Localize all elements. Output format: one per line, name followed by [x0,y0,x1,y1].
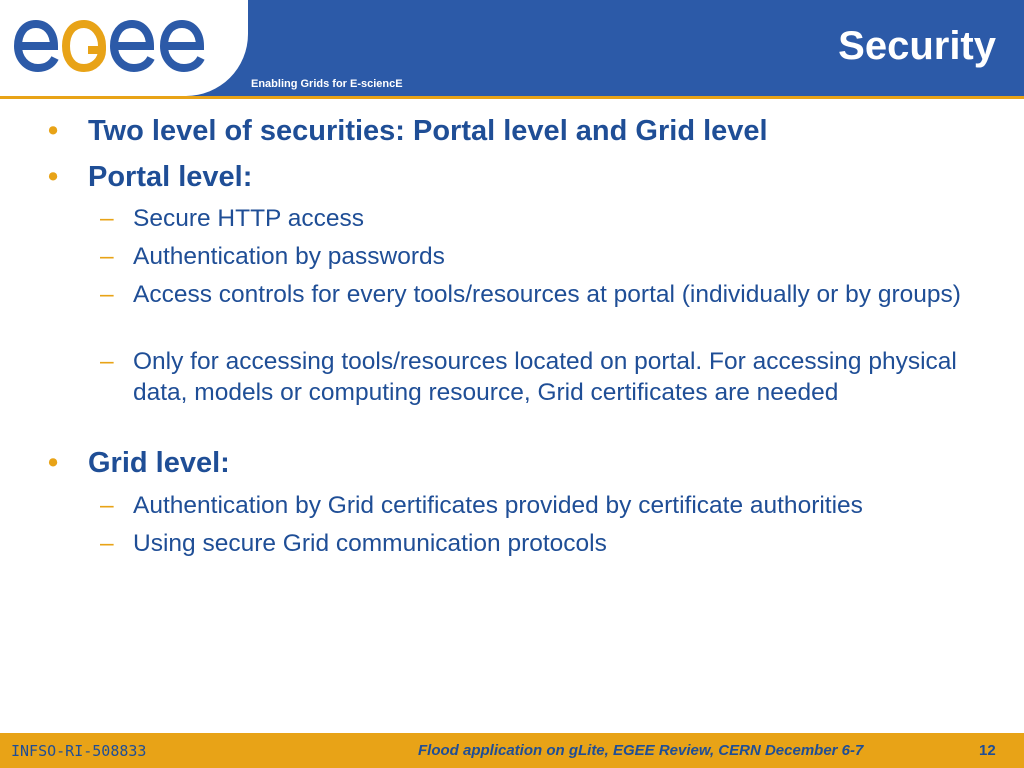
sub-bullet-text: Access controls for every tools/resources at portal (individually or by groups) [133,281,961,308]
logo-panel [0,0,248,96]
sub-bullet-item [100,490,995,521]
bullet-text: Grid level: [88,447,230,479]
sub-bullet-marker: – [100,243,114,270]
slide-footer [0,733,1024,768]
sub-bullet-item [100,346,995,408]
egee-logo [10,10,236,80]
sub-bullet-marker: – [100,530,114,557]
sub-bullet-marker: – [100,348,114,375]
bullet-text: Two level of securities: Portal level and Grid level [88,115,768,147]
sub-bullet-text: Authentication by passwords [133,243,445,270]
page-number: 12 [979,742,996,759]
bullet-marker: • [48,161,59,193]
sub-bullet-item [100,203,995,234]
sub-bullet-marker: – [100,281,114,308]
slide-title: Security [838,24,996,68]
sub-bullet-text: Secure HTTP access [133,205,365,232]
project-id: INFSO-RI-508833 [11,742,147,760]
sub-bullet-text: Only for accessing tools/resources located on portal. For accessing physical data, models or computing resource, Grid certificates are needed [133,348,957,406]
sub-bullet-item [100,528,995,559]
sub-bullet-marker: – [100,205,114,232]
bullet-item [48,161,252,194]
bullet-text: Portal level: [88,161,253,193]
sub-bullet-item [100,241,995,272]
bullet-item [48,447,230,480]
bullet-item [48,115,768,148]
sub-bullet-marker: – [100,492,114,519]
footer-caption: Flood application on gLite, EGEE Review, CERN December 6-7 [418,742,864,759]
sub-bullet-text: Authentication by Grid certificates provided by certificate authorities [133,492,863,519]
bullet-marker: • [48,447,59,479]
sub-bullet-text: Using secure Grid communication protocols [133,530,607,557]
sub-bullet-item [100,279,995,310]
bullet-marker: • [48,115,59,147]
header-divider [0,96,1024,99]
tagline: Enabling Grids for E-sciencE [251,78,403,90]
